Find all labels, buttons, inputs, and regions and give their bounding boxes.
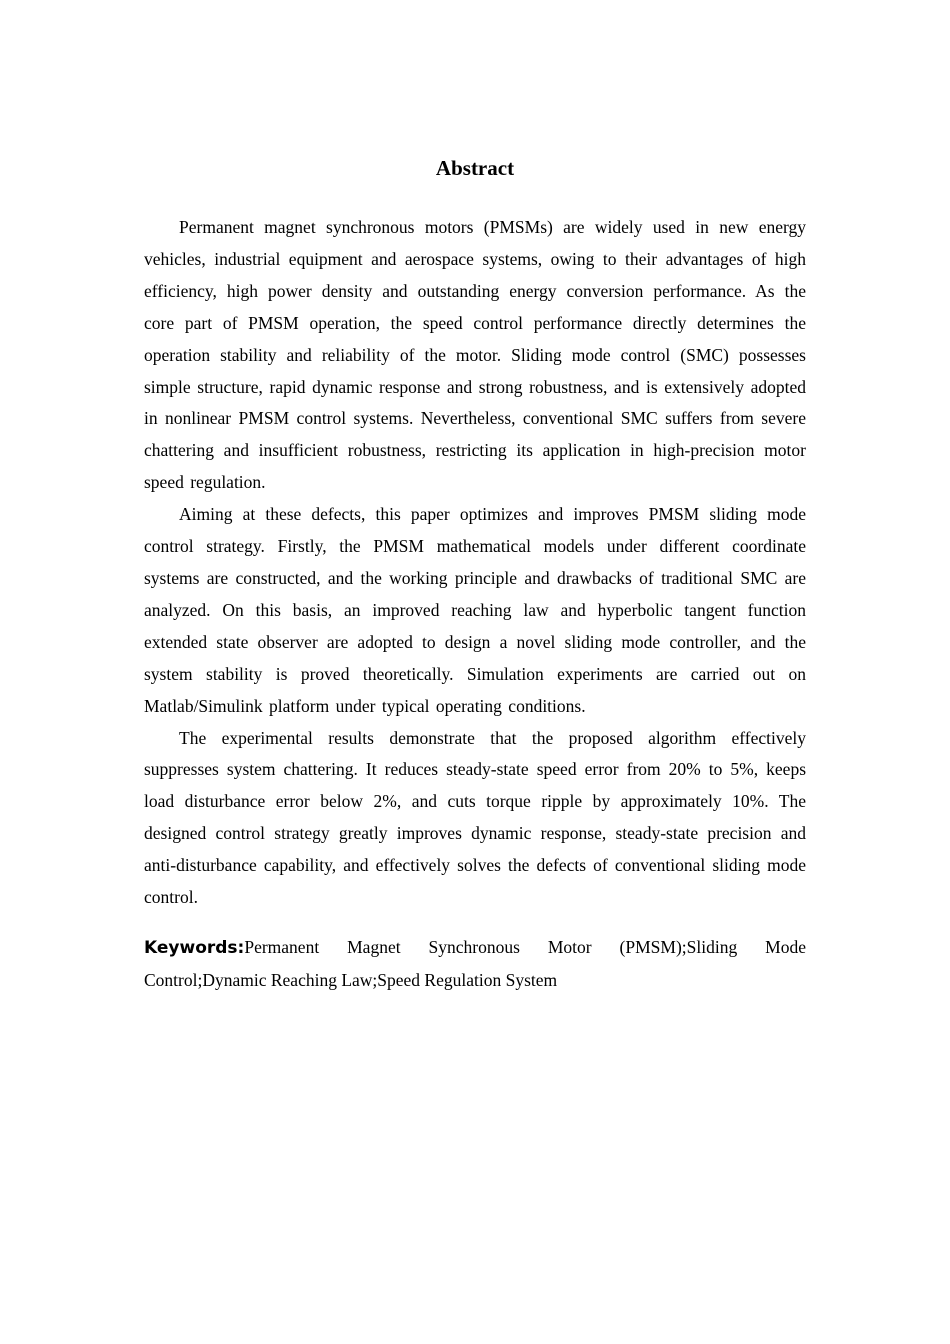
keywords-text: Permanent Magnet Synchronous Motor (PMSM);Sliding Mode Control;Dynamic Reaching Law;Speed Regulation System xyxy=(144,936,806,990)
abstract-paragraph-3: The experimental results demonstrate that the proposed algorithm effectively suppresses system chattering. It reduces steady-state speed error from 20% to 5%, keeps load disturbance error below 2%, and cuts torque ripple by approximately 10%. The designed control strategy greatly improves dynamic response, steady-state precision and anti-disturbance capability, and effectively solves the defects of conventional sliding mode control. xyxy=(144,727,806,908)
keywords-label: Keywords: xyxy=(144,937,245,958)
abstract-page xyxy=(144,150,806,997)
abstract-paragraph-1: Permanent magnet synchronous motors (PMSMs) are widely used in new energy vehicles, industrial equipment and aerospace systems, owing to their advantages of high efficiency, high power density and outstanding energy conversion performance. As the core part of PMSM operation, the speed control performance directly determines the operation stability and reliability of the motor. Sliding mode control (SMC) possesses simple structure, rapid dynamic response and strong robustness, and is extensively adopted in nonlinear PMSM control systems. Nevertheless, conventional SMC suffers from severe chattering and insufficient robustness, restricting its application in high-precision motor speed regulation. xyxy=(144,217,806,493)
keywords-line xyxy=(144,932,806,997)
abstract-paragraph-2: Aiming at these defects, this paper optimizes and improves PMSM sliding mode control strategy. Firstly, the PMSM mathematical models under different coordinate systems are constructed, and the working principle and drawbacks of traditional SMC are analyzed. On this basis, an improved reaching law and hyperbolic tangent function extended state observer are adopted to design a novel sliding mode controller, and the system stability is proved theoretically. Simulation experiments are carried out on Matlab/Simulink platform under typical operating conditions. xyxy=(144,504,806,716)
abstract-title: Abstract xyxy=(435,156,515,180)
